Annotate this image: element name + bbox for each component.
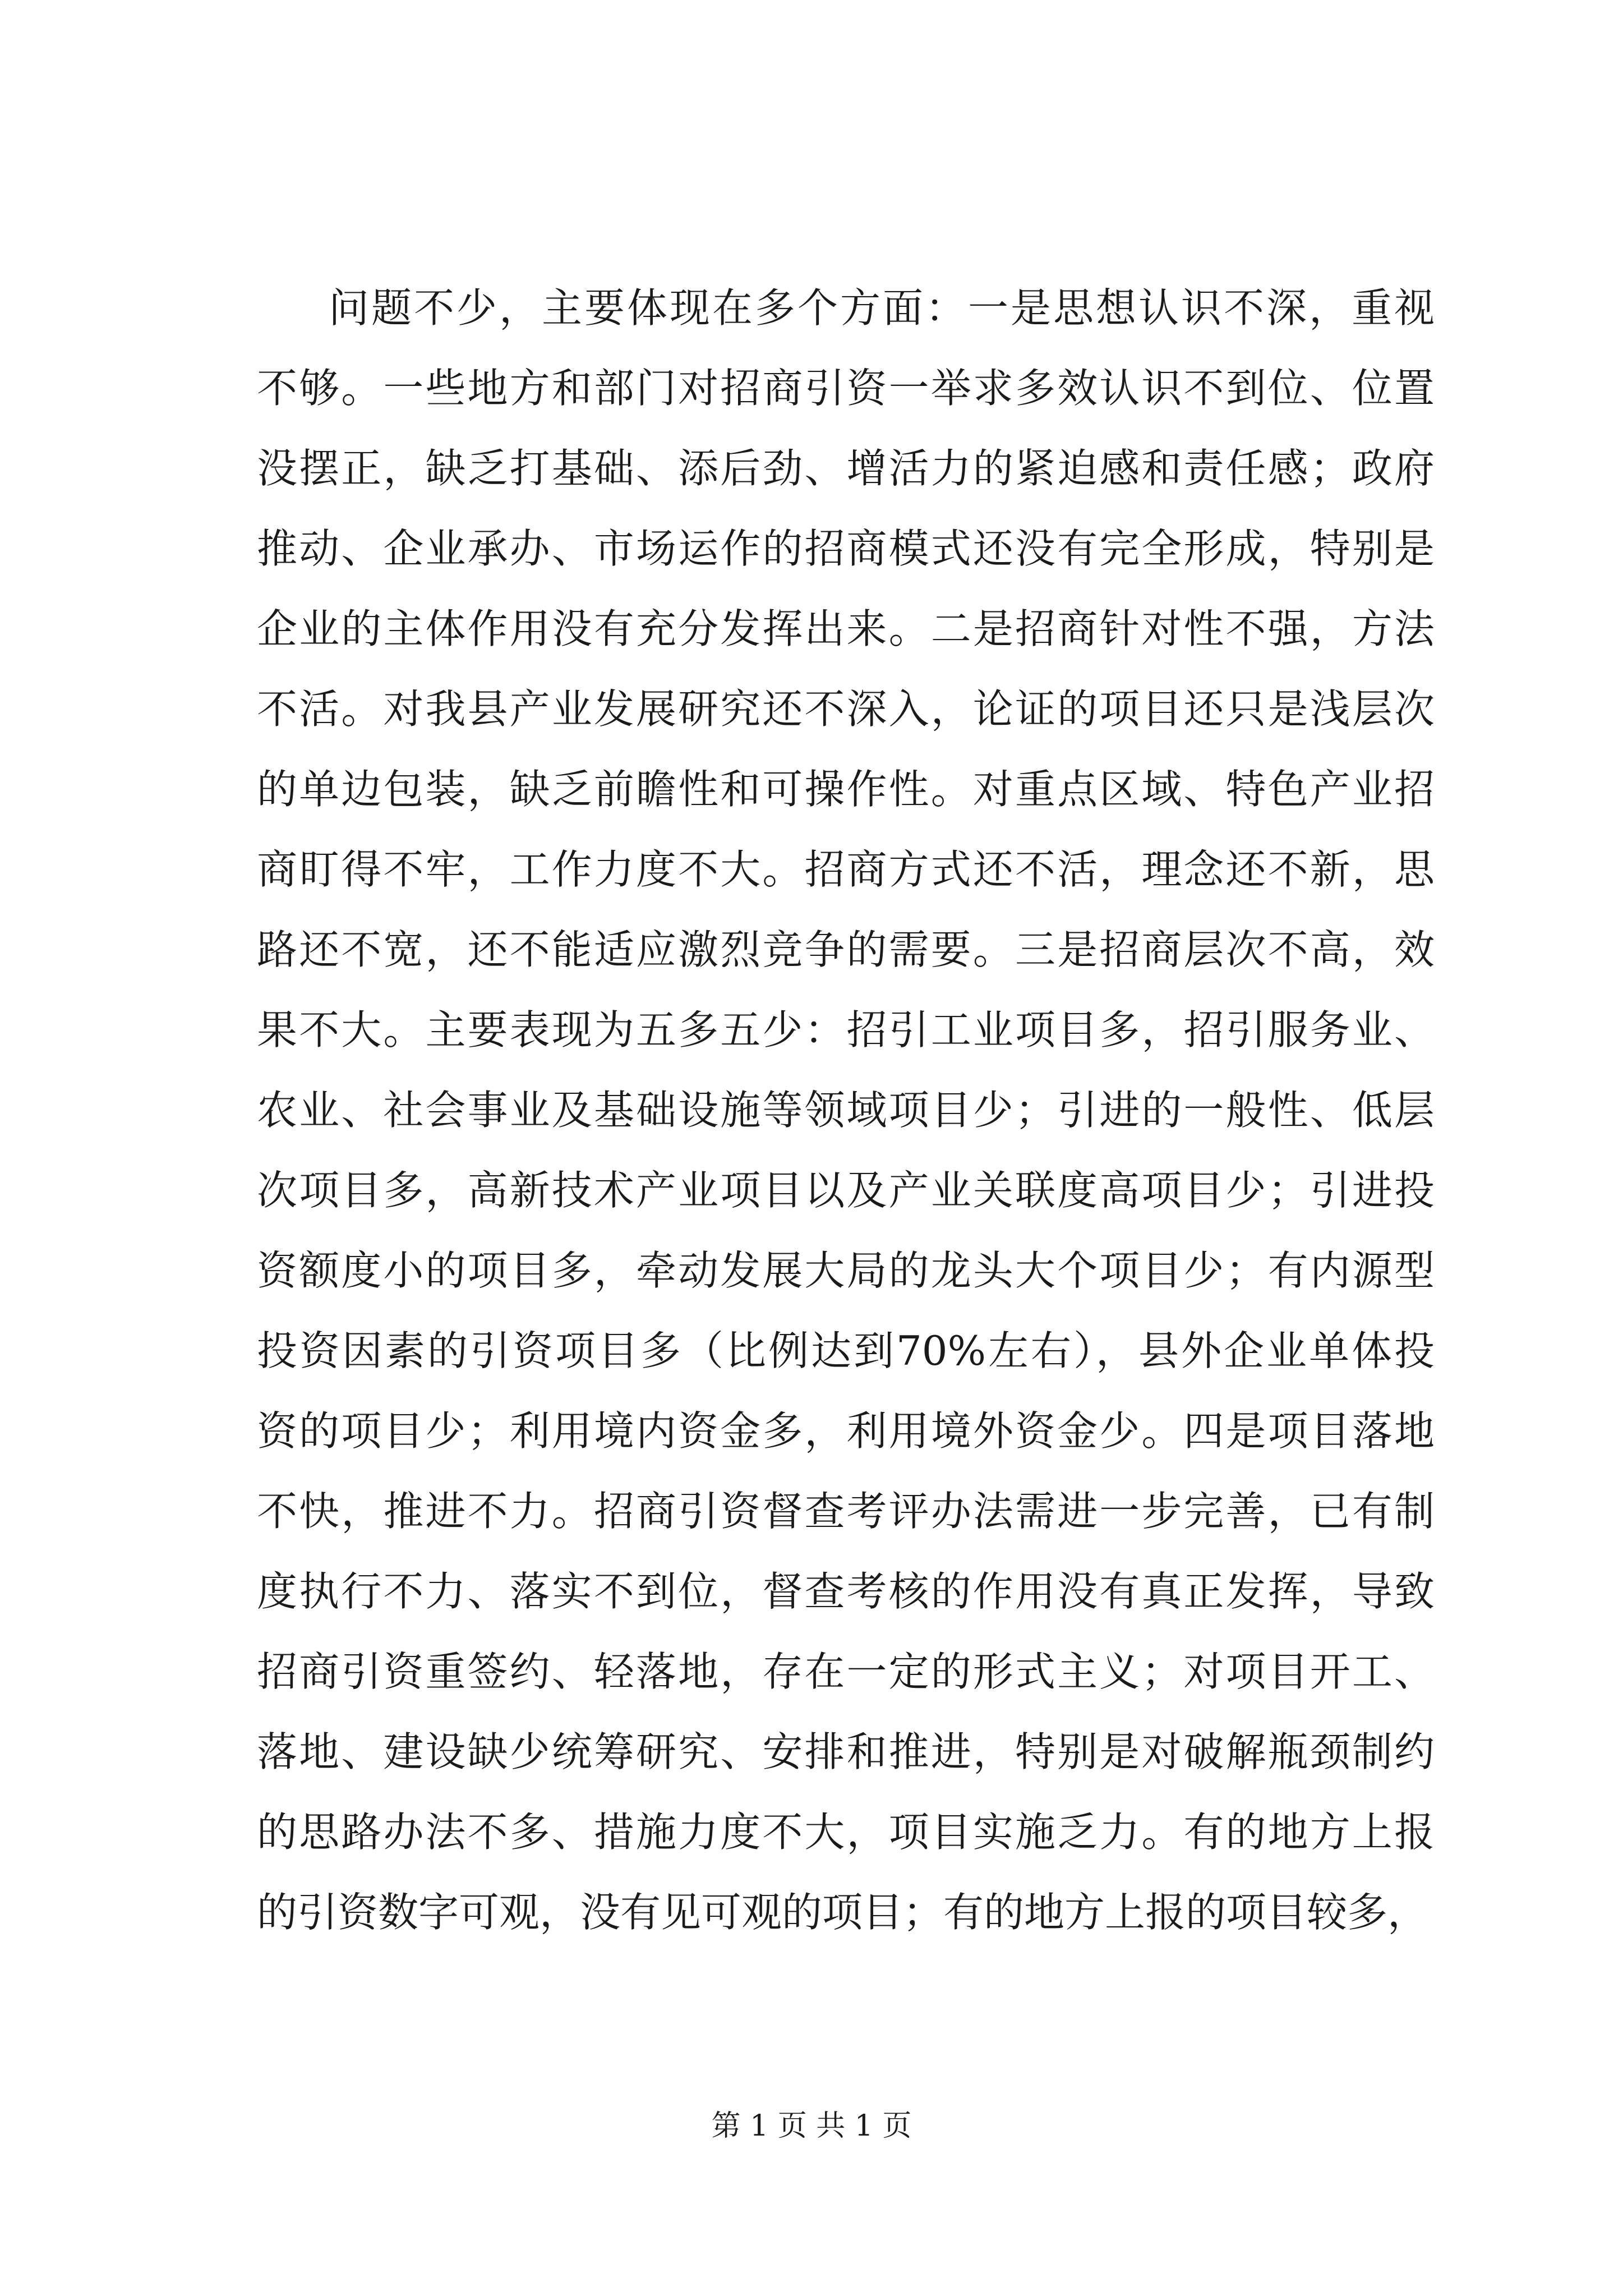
text-line: 不活。对我县产业发展研究还不深入，论证的项目还只是浅层次: [257, 685, 1435, 733]
text-line: 资额度小的项目多，牵动发展大局的龙头大个项目少；有内源型: [257, 1247, 1435, 1294]
text-line: 次项目多，高新技术产业项目以及产业关联度高项目少；引进投: [257, 1167, 1435, 1214]
text-line: 的单边包装，缺乏前瞻性和可操作性。对重点区域、特色产业招: [257, 766, 1435, 813]
text-line: 的思路办法不多、措施力度不大，项目实施乏力。有的地方上报: [257, 1809, 1435, 1856]
text-line: 问题不少，主要体现在多个方面：一是思想认识不深，重视: [329, 284, 1435, 332]
text-line: 不快，推进不力。招商引资督查考评办法需进一步完善，已有制: [257, 1488, 1435, 1535]
text-line: 果不大。主要表现为五多五少：招引工业项目多，招引服务业、: [257, 1006, 1435, 1053]
text-line: 的引资数字可观，没有见可观的项目；有的地方上报的项目较多，: [257, 1889, 1428, 1936]
text-line: 农业、社会事业及基础设施等领域项目少；引进的一般性、低层: [257, 1087, 1435, 1134]
body-paragraph: [257, 268, 1435, 1953]
text-line: 商盯得不牢，工作力度不大。招商方式还不活，理念还不新，思: [257, 846, 1435, 893]
text-line: 路还不宽，还不能适应激烈竞争的需要。三是招商层次不高，效: [257, 926, 1435, 973]
page-number-footer: 第 1 页 共 1 页: [711, 2109, 912, 2143]
text-line: 推动、企业承办、市场运作的招商模式还没有完全形成，特别是: [257, 525, 1435, 572]
text-line: 招商引资重签约、轻落地，存在一定的形式主义；对项目开工、: [257, 1648, 1435, 1695]
text-line: 投资因素的引资项目多（比例达到70%左右），县外企业单体投: [257, 1327, 1435, 1374]
text-line: 资的项目少；利用境内资金多，利用境外资金少。四是项目落地: [257, 1407, 1435, 1455]
text-line: 度执行不力、落实不到位，督查考核的作用没有真正发挥，导致: [257, 1568, 1435, 1615]
text-line: 没摆正，缺乏打基础、添后劲、增活力的紧迫感和责任感；政府: [257, 445, 1435, 492]
text-line: 不够。一些地方和部门对招商引资一举求多效认识不到位、位置: [257, 365, 1435, 412]
text-line: 落地、建设缺少统筹研究、安排和推进，特别是对破解瓶颈制约: [257, 1728, 1435, 1775]
text-line: 企业的主体作用没有充分发挥出来。二是招商针对性不强，方法: [257, 605, 1435, 652]
